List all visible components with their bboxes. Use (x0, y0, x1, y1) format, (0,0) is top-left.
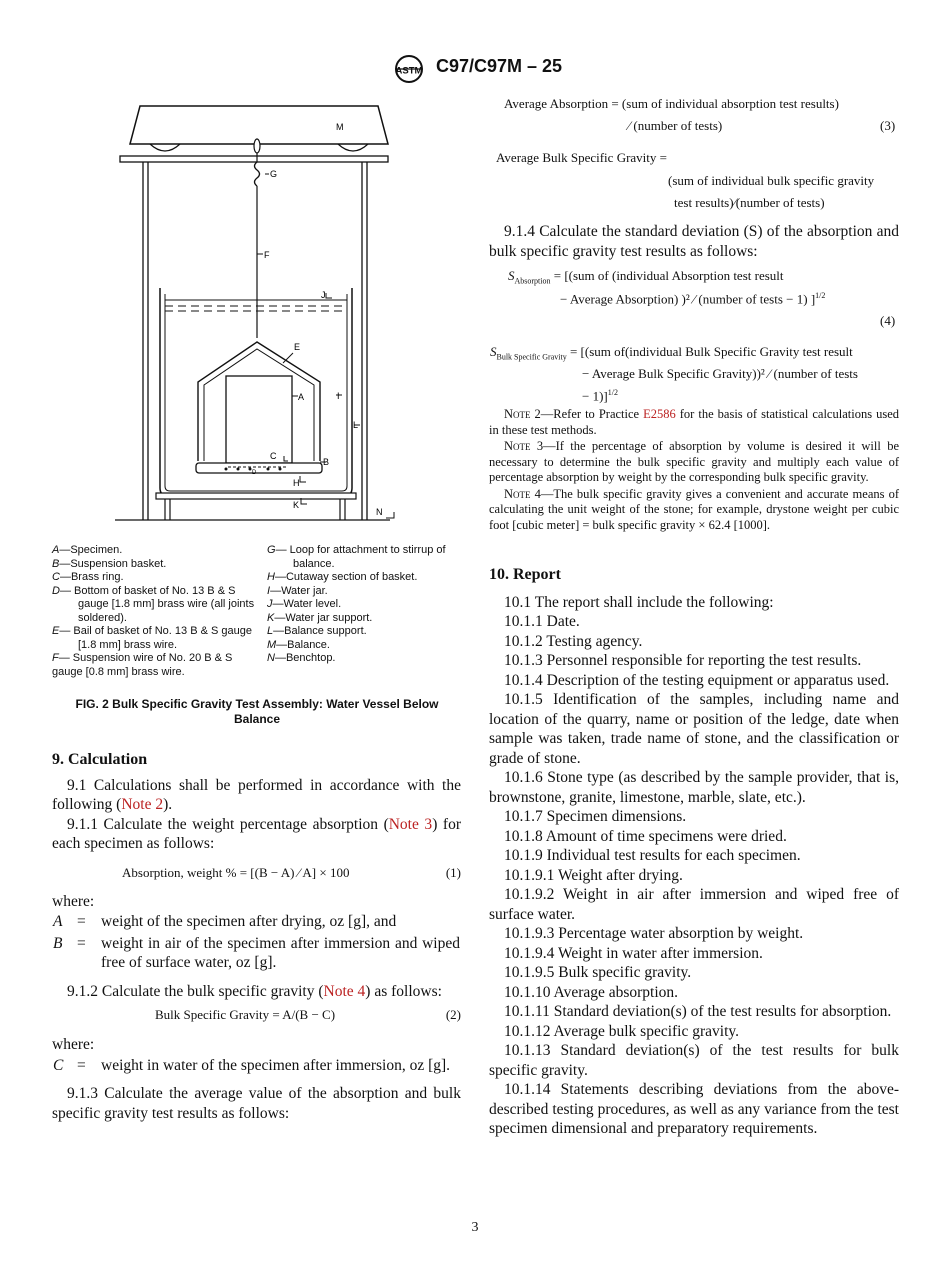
equation-3-number: (3) (880, 118, 896, 133)
legend-item: G— Loop for attachment to stirrup of balance. (267, 544, 446, 570)
equation-bsg-line2: (sum of individual bulk specific gravity (668, 173, 875, 188)
astm-logo (390, 54, 428, 84)
legend-item: A—Specimen. (52, 544, 123, 556)
list-item: 10.1.2 Testing agency. (504, 632, 643, 650)
equation-1: Absorption, weight % = [(B − A) ⁄ A] × 100 (1) (122, 864, 461, 880)
note-link[interactable]: Note 3 (388, 815, 433, 833)
fig-label-N: N (376, 507, 383, 517)
legend-item: B—Suspension basket. (52, 557, 167, 570)
practice-link[interactable]: E2586 (643, 407, 676, 421)
equation-3-line2: ⁄ (number of tests) (628, 118, 723, 133)
variable-definitions: C = weight in water of the specimen after immersion, oz [g]. (53, 1056, 451, 1074)
list-item: 10.1.9.5 Bulk specific gravity. (504, 964, 692, 981)
fig-label-E: E (294, 342, 301, 352)
list-item: 10.1.9 Individual test results for each specimen. (504, 847, 801, 864)
list-item: 10.1.7 Specimen dimensions. (504, 808, 687, 825)
figure-legend-right (267, 544, 462, 666)
legend-item: I—Water jar. (267, 584, 328, 597)
paragraph: 9.1.2 Calculate the bulk specific gravity (Note 4) as follows: (67, 982, 442, 1000)
list-item: 10.1.1 Date. (504, 613, 580, 630)
list-item: 10.1.14 Statements describing deviations from the above-described testing procedures, as well as any variance from the test specimen dimensional and preparatory requirements. (489, 1081, 899, 1137)
note-link[interactable]: Note 2 (121, 796, 164, 813)
list-item: 10.1.11 Standard deviation(s) of the test results for absorption. (504, 1003, 892, 1020)
equation-bsg-line3: test results)⁄(number of tests) (674, 195, 825, 210)
equation-5-line3: − 1)]$^{1/2}$ (582, 388, 618, 404)
equation-4-line2: − Average Absorption) )² ⁄ (number of tests − 1) ]$^{1/2}$ (560, 291, 826, 307)
fig-label-A: A (298, 392, 305, 402)
section-heading: 10. Report (489, 566, 561, 583)
list-item: 10.1.9.4 Weight in water after immersion. (504, 944, 763, 962)
fig-label-J: J (321, 290, 326, 300)
legend-item: M—Balance. (267, 638, 330, 651)
test-assembly-figure (110, 100, 410, 525)
fig-label-L: L (353, 420, 359, 430)
paragraph: 9.1.1 Calculate the weight percentage absorption (Note 3) for each specimen as follows: (52, 815, 461, 852)
fig-label-M: M (336, 122, 344, 132)
list-item: 10.1.5 Identification of the samples, including name and location of the quarry, name or position of the ledge, date when sample was taken, trade name of stone, and the classification or grade of stone. (489, 691, 899, 767)
fig-label-D: D (252, 470, 257, 476)
variable-definitions: A = weight of the specimen after drying, oz [g], and B = weight in air of the specimen after immersion and wiped free of surface water, oz [g]. (53, 913, 460, 971)
equation-bsg-line1: Average Bulk Specific Gravity = (496, 150, 667, 165)
list-item: 10.1.8 Amount of time specimens were dried. (504, 827, 787, 845)
legend-item: L—Balance support. (267, 625, 367, 637)
list-item: 10.1.4 Description of the testing equipment or apparatus used. (504, 671, 890, 689)
figure-legend-left (52, 544, 257, 679)
paragraph-914: 9.1.4 Calculate the standard deviation (S) of the absorption and bulk specific gravity test results as follows: (489, 223, 899, 260)
list-item: 10.1.13 Standard deviation(s) of the test results for bulk specific gravity. (489, 1042, 899, 1079)
list-item: 10.1.9.2 Weight in air after immersion and wiped free of surface water. (489, 886, 899, 923)
legend-item: F— Suspension wire of No. 20 B & S gauge [0.8 mm] brass wire. (52, 652, 233, 678)
list-item: 10.1.3 Personnel responsible for reporting the test results. (504, 652, 862, 669)
section-heading: 9. Calculation (52, 751, 148, 768)
equation-3-line1: Average Absorption = (sum of individual absorption test results) (504, 96, 839, 111)
note-2: Note 2—Refer to Practice E2586 for the basis of statistical calculations used in these test methods. (489, 407, 899, 437)
fig-label-C: C (270, 451, 277, 461)
list-item: 10.1.12 Average bulk specific gravity. (504, 1022, 740, 1040)
page-number: 3 (471, 1220, 479, 1235)
notes-block (489, 407, 899, 533)
note-3: Note 3—If the percentage of absorption by volume is desired it will be necessary to determine the bulk specific gravity and multiply each value of percentage absorption by weight by the corresponding bulk specific gravity. (489, 439, 899, 484)
right-column (489, 565, 899, 1139)
fig-label-B: B (323, 457, 330, 467)
fig-label-G: G (270, 169, 278, 179)
document-designation: C97/C97M – 25 (436, 56, 563, 76)
fig-label-H: H (293, 478, 300, 488)
equation-5-line1: $S_{Bulk Specific Gravity} = [(sum$ of(individual Bulk Specific Gravity test result (490, 344, 853, 362)
list-item: 10.1 The report shall include the following: (504, 593, 774, 611)
list-item: 10.1.6 Stone type (as described by the sample provider, that is, brownstone, granite, limestone, marble, slate, etc.). (489, 769, 899, 806)
equation-2: Bulk Specific Gravity = A/(B − C) (2) (155, 1007, 461, 1022)
list-item: 10.1.10 Average absorption. (504, 983, 679, 1001)
list-item: 10.1.9.3 Percentage water absorption by weight. (504, 925, 804, 942)
note-link[interactable]: Note 4 (323, 982, 366, 1000)
fig-label-K: K (293, 500, 300, 510)
note-4: Note 4—The bulk specific gravity gives a convenient and accurate means of calculating the unit weight of the stone; for example, drystone weight per cubic foot [cubic meter] = bulk specific gravity × 62.4 [1000]. (489, 486, 899, 532)
figure-caption: FIG. 2 Bulk Specific Gravity Test Assembly: Water Vessel Below Balance (75, 697, 439, 726)
paragraph: 9.1.3 Calculate the average value of the absorption and bulk specific gravity test results as follows: (52, 1085, 461, 1122)
fig-label-F: F (264, 250, 270, 260)
fig-label-I: I (337, 391, 340, 401)
balance-body (130, 106, 388, 144)
legend-item: J—Water level. (267, 598, 342, 610)
legend-item: E— Bail of basket of No. 13 B & S gauge [1.8 mm] brass wire. (52, 625, 252, 651)
legend-item: C—Brass ring. (52, 571, 124, 583)
legend-item: K—Water jar support. (267, 611, 373, 624)
legend-item: D— Bottom of basket of No. 13 B & S gauge [1.8 mm] brass wire (all joints soldered). (52, 584, 255, 624)
equation-5-line2: − Average Bulk Specific Gravity))² ⁄ (number of tests (582, 366, 858, 381)
legend-item: N—Benchtop. (267, 652, 336, 664)
equation-4-number: (4) (880, 313, 896, 328)
left-column: 9. Calculation 9.1 Calculations shall be performed in accordance with the following (Note 2). 9.1.1 Calculate the weight percentage absorption (Note 3) for each specimen as follows: Absorption, weight % = [(B − A) ⁄ A] × 100 (1) where: A = weight of the specimen after drying, oz [g], and B = weight in air of the specimen after immersion and wiped free of surface water, oz [g]. 9.1.2 Calculate the bulk specific gravity (Note 4) as follows: Bulk Specific Gravity = A/(B − C) (2) where: C = weight in water of the specimen after immersion, oz [g]. 9.1.3 Calculate the average value of the absorption and bulk specific gravity test results as follows: (52, 751, 461, 1122)
paragraph: 9.1 Calculations shall be performed in accordance with the following (Note 2). (52, 776, 461, 813)
list-item: 10.1.9.1 Weight after drying. (504, 866, 683, 884)
equation-4-line1: $S_{Absorption} = [(sum$ of (individual Absorption test result (508, 268, 784, 286)
legend-item: H—Cutaway section of basket. (267, 571, 418, 583)
logo-text: ASTM (395, 65, 423, 77)
